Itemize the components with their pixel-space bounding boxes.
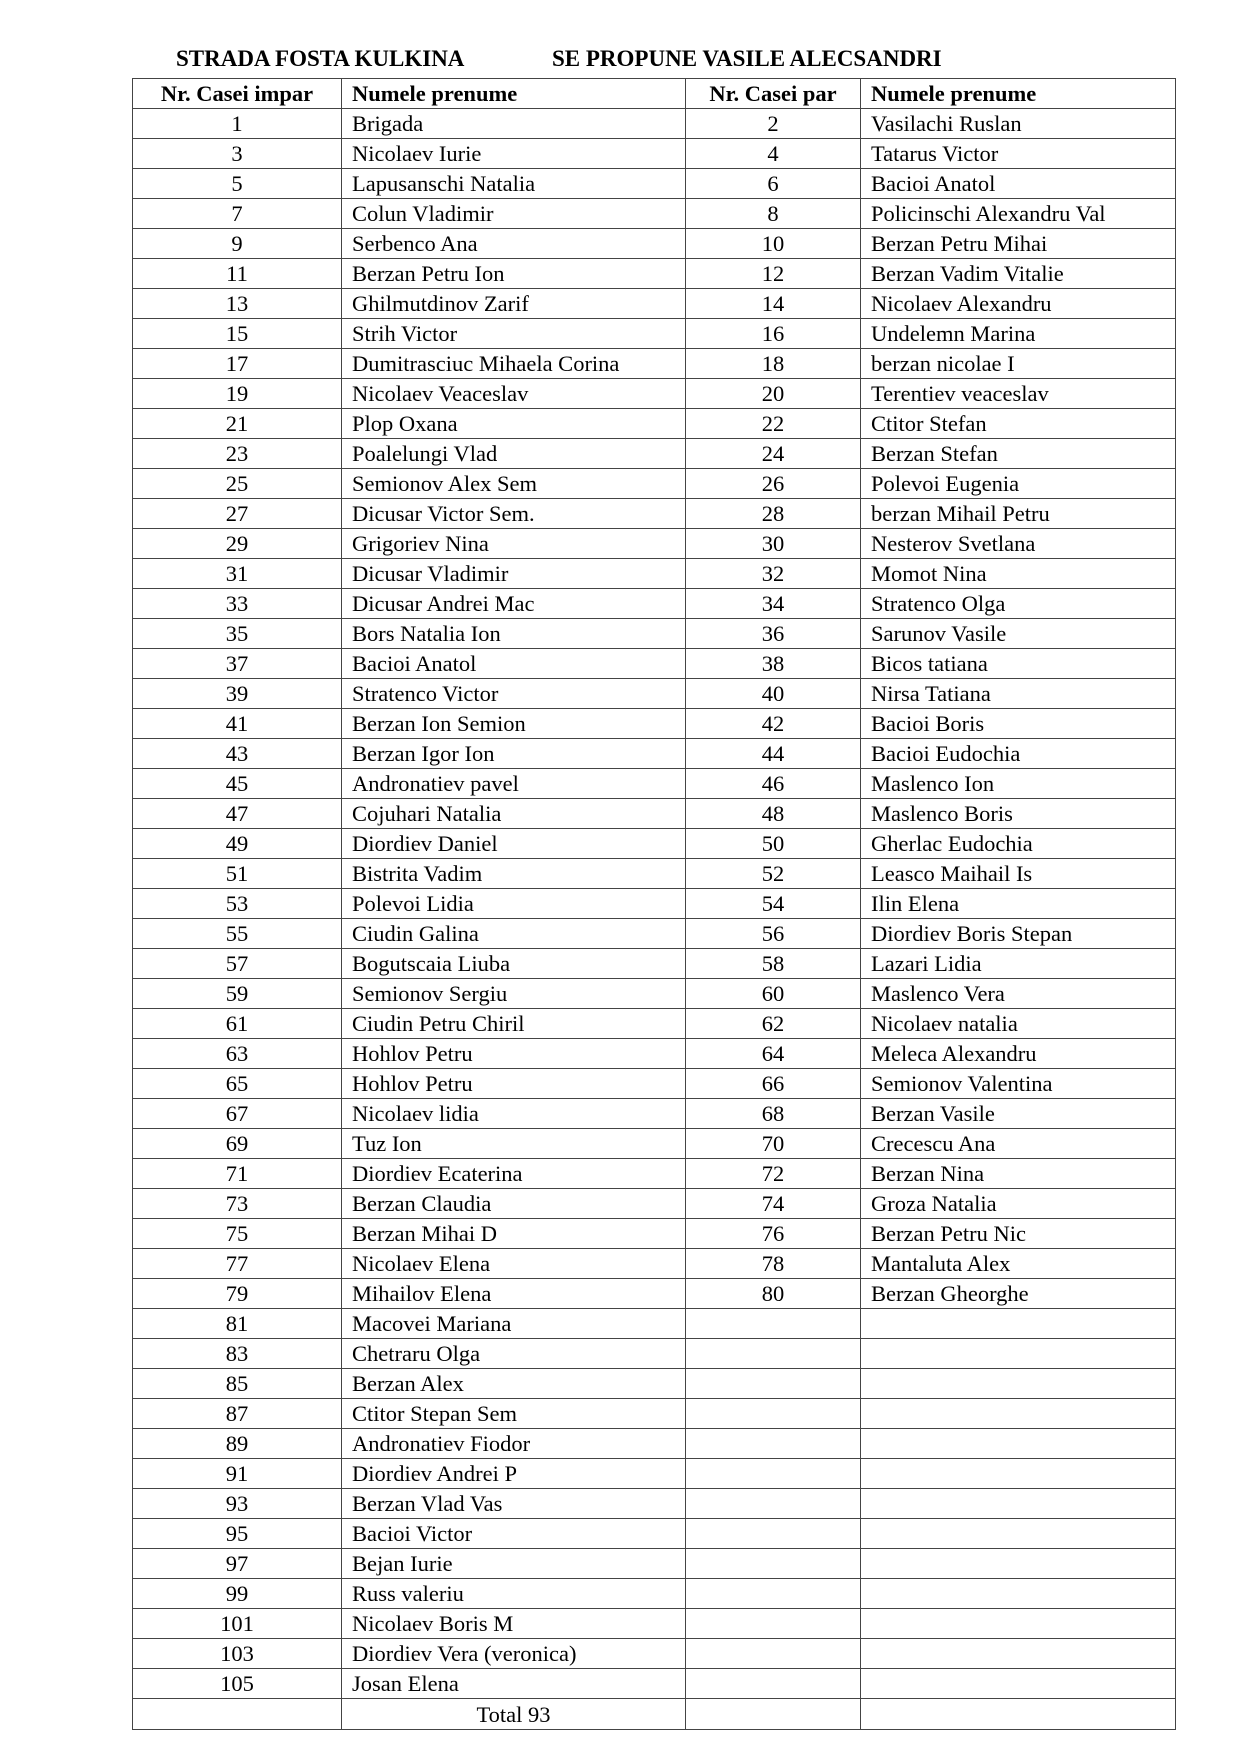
odd-house-number: 99 [133, 1579, 342, 1609]
odd-house-number: 21 [133, 409, 342, 439]
odd-house-number: 63 [133, 1039, 342, 1069]
odd-house-number: 67 [133, 1099, 342, 1129]
odd-house-number: 13 [133, 289, 342, 319]
even-house-number: 6 [686, 169, 861, 199]
even-resident-name: Tatarus Victor [861, 139, 1176, 169]
odd-house-number: 87 [133, 1399, 342, 1429]
odd-resident-name: Serbenco Ana [342, 229, 686, 259]
even-resident-name: Berzan Nina [861, 1159, 1176, 1189]
even-house-number: 72 [686, 1159, 861, 1189]
even-house-number [686, 1639, 861, 1669]
even-resident-name [861, 1429, 1176, 1459]
odd-resident-name: Tuz Ion [342, 1129, 686, 1159]
even-house-number [686, 1339, 861, 1369]
even-house-number [686, 1399, 861, 1429]
odd-house-number: 83 [133, 1339, 342, 1369]
odd-resident-name: Polevoi Lidia [342, 889, 686, 919]
even-resident-name: Bacioi Eudochia [861, 739, 1176, 769]
table-row [133, 559, 1176, 589]
table-row [133, 1009, 1176, 1039]
odd-resident-name: Plop Oxana [342, 409, 686, 439]
even-resident-name: Semionov Valentina [861, 1069, 1176, 1099]
odd-house-number: 3 [133, 139, 342, 169]
total-empty-cell [686, 1699, 861, 1730]
header-even-name: Numele prenume [861, 79, 1176, 109]
odd-house-number: 11 [133, 259, 342, 289]
table-row [133, 1039, 1176, 1069]
even-resident-name: Maslenco Ion [861, 769, 1176, 799]
even-house-number: 74 [686, 1189, 861, 1219]
even-resident-name: Nirsa Tatiana [861, 679, 1176, 709]
even-house-number: 46 [686, 769, 861, 799]
odd-house-number: 101 [133, 1609, 342, 1639]
odd-resident-name: Ctitor Stepan Sem [342, 1399, 686, 1429]
odd-house-number: 73 [133, 1189, 342, 1219]
even-resident-name [861, 1309, 1176, 1339]
odd-house-number: 47 [133, 799, 342, 829]
odd-resident-name: Bors Natalia Ion [342, 619, 686, 649]
odd-house-number: 1 [133, 109, 342, 139]
odd-resident-name: Russ valeriu [342, 1579, 686, 1609]
even-resident-name: Berzan Vadim Vitalie [861, 259, 1176, 289]
table-row [133, 1069, 1176, 1099]
odd-resident-name: Dicusar Vladimir [342, 559, 686, 589]
even-house-number: 36 [686, 619, 861, 649]
odd-house-number: 71 [133, 1159, 342, 1189]
page-heading [176, 44, 1076, 74]
odd-resident-name: Poalelungi Vlad [342, 439, 686, 469]
even-house-number: 64 [686, 1039, 861, 1069]
odd-resident-name: Strih Victor [342, 319, 686, 349]
even-resident-name: Momot Nina [861, 559, 1176, 589]
even-resident-name [861, 1459, 1176, 1489]
even-resident-name [861, 1609, 1176, 1639]
table-header-row [133, 79, 1176, 109]
odd-house-number: 53 [133, 889, 342, 919]
odd-resident-name: Nicolaev Elena [342, 1249, 686, 1279]
table-row [133, 499, 1176, 529]
table-row [133, 889, 1176, 919]
even-resident-name: Undelemn Marina [861, 319, 1176, 349]
odd-resident-name: Semionov Alex Sem [342, 469, 686, 499]
odd-resident-name: Nicolaev Boris M [342, 1609, 686, 1639]
even-house-number: 58 [686, 949, 861, 979]
odd-resident-name: Berzan Alex [342, 1369, 686, 1399]
odd-house-number: 9 [133, 229, 342, 259]
table-row [133, 169, 1176, 199]
odd-house-number: 69 [133, 1129, 342, 1159]
odd-resident-name: Bogutscaia Liuba [342, 949, 686, 979]
odd-house-number: 93 [133, 1489, 342, 1519]
even-house-number: 56 [686, 919, 861, 949]
odd-house-number: 7 [133, 199, 342, 229]
odd-resident-name: Ciudin Galina [342, 919, 686, 949]
odd-house-number: 51 [133, 859, 342, 889]
even-house-number: 40 [686, 679, 861, 709]
even-house-number [686, 1369, 861, 1399]
even-resident-name [861, 1669, 1176, 1699]
even-house-number: 42 [686, 709, 861, 739]
odd-resident-name: Berzan Ion Semion [342, 709, 686, 739]
even-house-number: 66 [686, 1069, 861, 1099]
odd-house-number: 15 [133, 319, 342, 349]
even-resident-name: Crecescu Ana [861, 1129, 1176, 1159]
even-house-number [686, 1519, 861, 1549]
even-house-number: 76 [686, 1219, 861, 1249]
odd-house-number: 37 [133, 649, 342, 679]
odd-resident-name: Berzan Igor Ion [342, 739, 686, 769]
odd-house-number: 85 [133, 1369, 342, 1399]
even-resident-name [861, 1519, 1176, 1549]
even-resident-name: Berzan Vasile [861, 1099, 1176, 1129]
total-empty-cell [861, 1699, 1176, 1730]
odd-house-number: 103 [133, 1639, 342, 1669]
odd-house-number: 33 [133, 589, 342, 619]
odd-resident-name: Colun Vladimir [342, 199, 686, 229]
even-house-number: 48 [686, 799, 861, 829]
even-house-number: 30 [686, 529, 861, 559]
table-row [133, 919, 1176, 949]
even-house-number: 2 [686, 109, 861, 139]
even-resident-name: Polevoi Eugenia [861, 469, 1176, 499]
table-row [133, 229, 1176, 259]
odd-house-number: 27 [133, 499, 342, 529]
even-house-number: 80 [686, 1279, 861, 1309]
even-resident-name: Ctitor Stefan [861, 409, 1176, 439]
even-resident-name: Mantaluta Alex [861, 1249, 1176, 1279]
odd-resident-name: Semionov Sergiu [342, 979, 686, 1009]
residents-table [132, 78, 1176, 1730]
even-house-number: 22 [686, 409, 861, 439]
odd-house-number: 45 [133, 769, 342, 799]
even-resident-name: Terentiev veaceslav [861, 379, 1176, 409]
table-row [133, 1159, 1176, 1189]
table-row [133, 679, 1176, 709]
even-house-number: 44 [686, 739, 861, 769]
even-resident-name: Sarunov Vasile [861, 619, 1176, 649]
even-resident-name: Bacioi Boris [861, 709, 1176, 739]
table-row [133, 739, 1176, 769]
table-row [133, 1339, 1176, 1369]
even-resident-name: Nicolaev Alexandru [861, 289, 1176, 319]
odd-resident-name: Nicolaev lidia [342, 1099, 686, 1129]
even-house-number: 60 [686, 979, 861, 1009]
odd-house-number: 79 [133, 1279, 342, 1309]
odd-house-number: 39 [133, 679, 342, 709]
even-house-number: 26 [686, 469, 861, 499]
even-house-number: 68 [686, 1099, 861, 1129]
even-house-number [686, 1609, 861, 1639]
odd-resident-name: Berzan Claudia [342, 1189, 686, 1219]
table-row [133, 289, 1176, 319]
table-row [133, 1579, 1176, 1609]
even-resident-name: Diordiev Boris Stepan [861, 919, 1176, 949]
odd-resident-name: Dicusar Andrei Mac [342, 589, 686, 619]
even-resident-name: Nesterov Svetlana [861, 529, 1176, 559]
even-house-number: 14 [686, 289, 861, 319]
odd-resident-name: Diordiev Vera (veronica) [342, 1639, 686, 1669]
odd-house-number: 81 [133, 1309, 342, 1339]
table-row [133, 1309, 1176, 1339]
even-resident-name: berzan Mihail Petru [861, 499, 1176, 529]
even-house-number: 34 [686, 589, 861, 619]
even-resident-name: Bicos tatiana [861, 649, 1176, 679]
total-count: Total 93 [342, 1699, 686, 1730]
odd-house-number: 77 [133, 1249, 342, 1279]
odd-resident-name: Ghilmutdinov Zarif [342, 289, 686, 319]
odd-resident-name: Bejan Iurie [342, 1549, 686, 1579]
even-resident-name: Stratenco Olga [861, 589, 1176, 619]
table-row [133, 619, 1176, 649]
table-row [133, 1129, 1176, 1159]
odd-resident-name: Chetraru Olga [342, 1339, 686, 1369]
table-row [133, 1489, 1176, 1519]
odd-house-number: 19 [133, 379, 342, 409]
table-row [133, 649, 1176, 679]
even-house-number: 16 [686, 319, 861, 349]
even-house-number: 24 [686, 439, 861, 469]
odd-house-number: 61 [133, 1009, 342, 1039]
even-resident-name [861, 1549, 1176, 1579]
table-row [133, 109, 1176, 139]
even-resident-name: Groza Natalia [861, 1189, 1176, 1219]
proposed-street-name: SE PROPUNE VASILE ALECSANDRI [552, 46, 942, 71]
table-row [133, 979, 1176, 1009]
total-row [133, 1699, 1176, 1730]
even-resident-name: Berzan Gheorghe [861, 1279, 1176, 1309]
even-resident-name [861, 1579, 1176, 1609]
even-resident-name: Bacioi Anatol [861, 169, 1176, 199]
even-resident-name: Lazari Lidia [861, 949, 1176, 979]
odd-house-number: 25 [133, 469, 342, 499]
even-resident-name [861, 1339, 1176, 1369]
even-house-number [686, 1459, 861, 1489]
odd-resident-name: Brigada [342, 109, 686, 139]
table-row [133, 1639, 1176, 1669]
table-body [133, 109, 1176, 1699]
odd-house-number: 75 [133, 1219, 342, 1249]
even-house-number: 54 [686, 889, 861, 919]
odd-resident-name: Stratenco Victor [342, 679, 686, 709]
table-row [133, 469, 1176, 499]
header-odd-house-number: Nr. Casei impar [133, 79, 342, 109]
odd-house-number: 29 [133, 529, 342, 559]
even-resident-name: Berzan Petru Nic [861, 1219, 1176, 1249]
table-row [133, 1369, 1176, 1399]
even-resident-name: Gherlac Eudochia [861, 829, 1176, 859]
even-house-number: 32 [686, 559, 861, 589]
table-row [133, 349, 1176, 379]
table-row [133, 139, 1176, 169]
table-row [133, 199, 1176, 229]
even-house-number: 10 [686, 229, 861, 259]
odd-resident-name: Berzan Mihai D [342, 1219, 686, 1249]
odd-house-number: 5 [133, 169, 342, 199]
odd-house-number: 59 [133, 979, 342, 1009]
odd-resident-name: Bacioi Anatol [342, 649, 686, 679]
odd-resident-name: Andronatiev Fiodor [342, 1429, 686, 1459]
table-row [133, 1459, 1176, 1489]
table-row [133, 1249, 1176, 1279]
odd-house-number: 105 [133, 1669, 342, 1699]
even-house-number [686, 1429, 861, 1459]
even-house-number: 38 [686, 649, 861, 679]
even-resident-name: Meleca Alexandru [861, 1039, 1176, 1069]
odd-house-number: 49 [133, 829, 342, 859]
odd-resident-name: Andronatiev pavel [342, 769, 686, 799]
odd-resident-name: Berzan Petru Ion [342, 259, 686, 289]
odd-resident-name: Nicolaev Veaceslav [342, 379, 686, 409]
odd-resident-name: Grigoriev Nina [342, 529, 686, 559]
table-row [133, 949, 1176, 979]
total-empty-cell [133, 1699, 342, 1730]
even-house-number: 20 [686, 379, 861, 409]
table-row [133, 1429, 1176, 1459]
table-row [133, 529, 1176, 559]
even-resident-name: Berzan Petru Mihai [861, 229, 1176, 259]
table-row [133, 829, 1176, 859]
header-odd-name: Numele prenume [342, 79, 686, 109]
table-row [133, 1609, 1176, 1639]
even-house-number [686, 1669, 861, 1699]
odd-resident-name: Hohlov Petru [342, 1039, 686, 1069]
odd-resident-name: Macovei Mariana [342, 1309, 686, 1339]
even-house-number [686, 1549, 861, 1579]
table-row [133, 799, 1176, 829]
table-row [133, 1519, 1176, 1549]
odd-house-number: 41 [133, 709, 342, 739]
table-row [133, 1099, 1176, 1129]
even-house-number [686, 1309, 861, 1339]
odd-house-number: 65 [133, 1069, 342, 1099]
table-row [133, 1219, 1176, 1249]
even-house-number: 78 [686, 1249, 861, 1279]
odd-resident-name: Mihailov Elena [342, 1279, 686, 1309]
odd-resident-name: Ciudin Petru Chiril [342, 1009, 686, 1039]
even-resident-name: Berzan Stefan [861, 439, 1176, 469]
odd-resident-name: Bacioi Victor [342, 1519, 686, 1549]
odd-resident-name: Cojuhari Natalia [342, 799, 686, 829]
table-row [133, 1399, 1176, 1429]
odd-resident-name: Diordiev Andrei P [342, 1459, 686, 1489]
even-resident-name [861, 1399, 1176, 1429]
odd-house-number: 31 [133, 559, 342, 589]
odd-resident-name: Lapusanschi Natalia [342, 169, 686, 199]
even-resident-name: berzan nicolae I [861, 349, 1176, 379]
odd-house-number: 55 [133, 919, 342, 949]
table-row [133, 709, 1176, 739]
table-row [133, 379, 1176, 409]
even-house-number: 12 [686, 259, 861, 289]
table-row [133, 1189, 1176, 1219]
table-row [133, 859, 1176, 889]
even-resident-name [861, 1489, 1176, 1519]
odd-resident-name: Josan Elena [342, 1669, 686, 1699]
odd-house-number: 43 [133, 739, 342, 769]
odd-resident-name: Diordiev Daniel [342, 829, 686, 859]
table-row [133, 439, 1176, 469]
odd-resident-name: Berzan Vlad Vas [342, 1489, 686, 1519]
even-resident-name: Maslenco Vera [861, 979, 1176, 1009]
even-house-number [686, 1579, 861, 1609]
odd-house-number: 97 [133, 1549, 342, 1579]
odd-resident-name: Nicolaev Iurie [342, 139, 686, 169]
even-house-number: 8 [686, 199, 861, 229]
table-row [133, 1669, 1176, 1699]
even-resident-name [861, 1639, 1176, 1669]
even-resident-name: Vasilachi Ruslan [861, 109, 1176, 139]
odd-house-number: 35 [133, 619, 342, 649]
even-house-number: 28 [686, 499, 861, 529]
even-house-number: 62 [686, 1009, 861, 1039]
even-resident-name: Policinschi Alexandru Val [861, 199, 1176, 229]
odd-house-number: 91 [133, 1459, 342, 1489]
table-row [133, 1279, 1176, 1309]
odd-resident-name: Diordiev Ecaterina [342, 1159, 686, 1189]
even-resident-name: Nicolaev natalia [861, 1009, 1176, 1039]
table-row [133, 769, 1176, 799]
table-row [133, 409, 1176, 439]
even-house-number [686, 1489, 861, 1519]
table-row [133, 259, 1176, 289]
odd-resident-name: Dumitrasciuc Mihaela Corina [342, 349, 686, 379]
even-resident-name: Maslenco Boris [861, 799, 1176, 829]
odd-resident-name: Hohlov Petru [342, 1069, 686, 1099]
even-house-number: 4 [686, 139, 861, 169]
even-house-number: 50 [686, 829, 861, 859]
table-row [133, 589, 1176, 619]
table-row [133, 1549, 1176, 1579]
odd-house-number: 23 [133, 439, 342, 469]
old-street-name: STRADA FOSTA KULKINA [176, 46, 465, 71]
header-even-house-number: Nr. Casei par [686, 79, 861, 109]
even-resident-name [861, 1369, 1176, 1399]
odd-resident-name: Dicusar Victor Sem. [342, 499, 686, 529]
odd-house-number: 57 [133, 949, 342, 979]
table-row [133, 319, 1176, 349]
even-house-number: 18 [686, 349, 861, 379]
even-resident-name: Ilin Elena [861, 889, 1176, 919]
odd-house-number: 17 [133, 349, 342, 379]
odd-house-number: 95 [133, 1519, 342, 1549]
odd-house-number: 89 [133, 1429, 342, 1459]
odd-resident-name: Bistrita Vadim [342, 859, 686, 889]
even-resident-name: Leasco Maihail Is [861, 859, 1176, 889]
even-house-number: 70 [686, 1129, 861, 1159]
even-house-number: 52 [686, 859, 861, 889]
